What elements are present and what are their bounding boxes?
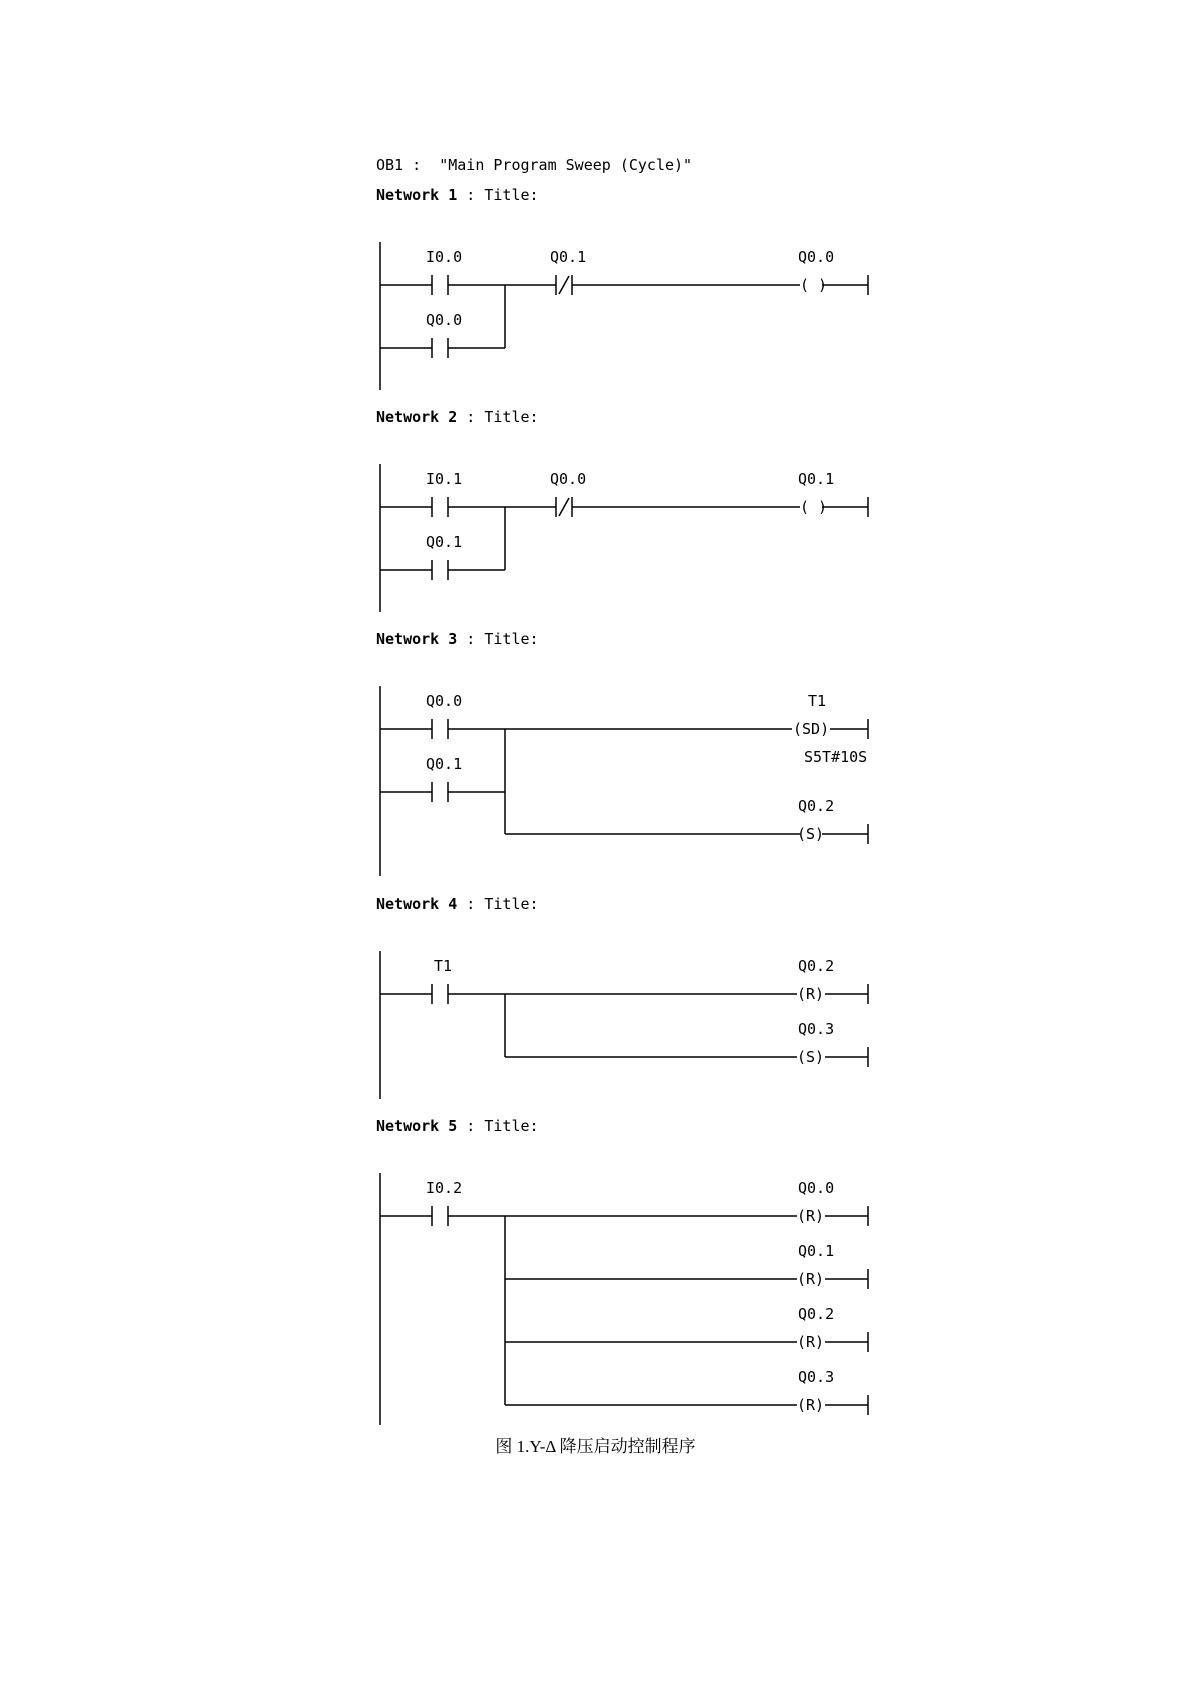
network-1-rungs: [380, 242, 868, 390]
contact-label: Q0.1: [426, 755, 463, 773]
network-number: 5: [448, 1117, 458, 1135]
network-label: Network: [376, 895, 440, 913]
coil-label: Q0.2: [798, 797, 835, 815]
coil-symbol: (R): [797, 1396, 825, 1414]
coil-symbol: (S): [797, 825, 825, 843]
coil-label: T1: [808, 692, 827, 710]
network-title: Title:: [484, 630, 539, 648]
contact-label: T1: [434, 957, 453, 975]
network-label: Network: [376, 1117, 440, 1135]
network-4-rungs: [380, 951, 868, 1099]
network-2-heading: Network 2 : Title:: [376, 408, 539, 426]
network-label: Network: [376, 408, 440, 426]
network-label: Network: [376, 186, 440, 204]
contact-label: Q0.1: [426, 533, 463, 551]
coil-symbol: (R): [797, 1270, 825, 1288]
coil-label: Q0.1: [798, 1242, 835, 1260]
coil-label: Q0.3: [798, 1368, 835, 1386]
network-5-rungs: [380, 1173, 868, 1425]
network-5-heading: Network 5 : Title:: [376, 1117, 539, 1135]
nc-slash: [559, 498, 569, 516]
contact-label: I0.0: [426, 248, 463, 266]
coil-label: Q0.1: [798, 470, 835, 488]
network-3-rungs: [380, 686, 868, 876]
coil-symbol: ( ): [800, 276, 828, 294]
network-number: 1: [448, 186, 458, 204]
network-number: 2: [448, 408, 458, 426]
contact-label: Q0.0: [426, 692, 463, 710]
ob1-header: OB1 : "Main Program Sweep (Cycle)": [376, 156, 693, 174]
network-title: Title:: [484, 895, 539, 913]
contact-label: Q0.1: [550, 248, 587, 266]
coil-symbol: ( ): [800, 498, 828, 516]
contact-label: I0.1: [426, 470, 463, 488]
network-number: 4: [448, 895, 458, 913]
timer-preset-label: S5T#10S: [804, 748, 868, 766]
contact-label: Q0.0: [550, 470, 587, 488]
network-1-heading: Network 1 : Title:: [376, 186, 539, 204]
network-title: Title:: [484, 186, 539, 204]
network-3-heading: Network 3 : Title:: [376, 630, 539, 648]
coil-label: Q0.3: [798, 1020, 835, 1038]
network-label: Network: [376, 630, 440, 648]
network-title: Title:: [484, 1117, 539, 1135]
network-number: 3: [448, 630, 458, 648]
coil-symbol: (R): [797, 1207, 825, 1225]
coil-label: Q0.2: [798, 1305, 835, 1323]
coil-label: Q0.0: [798, 1179, 835, 1197]
contact-label: Q0.0: [426, 311, 463, 329]
network-title: Title:: [484, 408, 539, 426]
coil-symbol: (R): [797, 985, 825, 1003]
coil-label: Q0.0: [798, 248, 835, 266]
coil-symbol: (R): [797, 1333, 825, 1351]
network-4-heading: Network 4 : Title:: [376, 895, 539, 913]
coil-label: Q0.2: [798, 957, 835, 975]
figure-caption: 图 1.Y-Δ 降压启动控制程序: [495, 1437, 696, 1456]
coil-symbol: (S): [797, 1048, 825, 1066]
network-2-rungs: [380, 464, 868, 612]
coil-symbol: (SD): [793, 720, 830, 738]
nc-slash: [559, 276, 569, 294]
contact-label: I0.2: [426, 1179, 463, 1197]
